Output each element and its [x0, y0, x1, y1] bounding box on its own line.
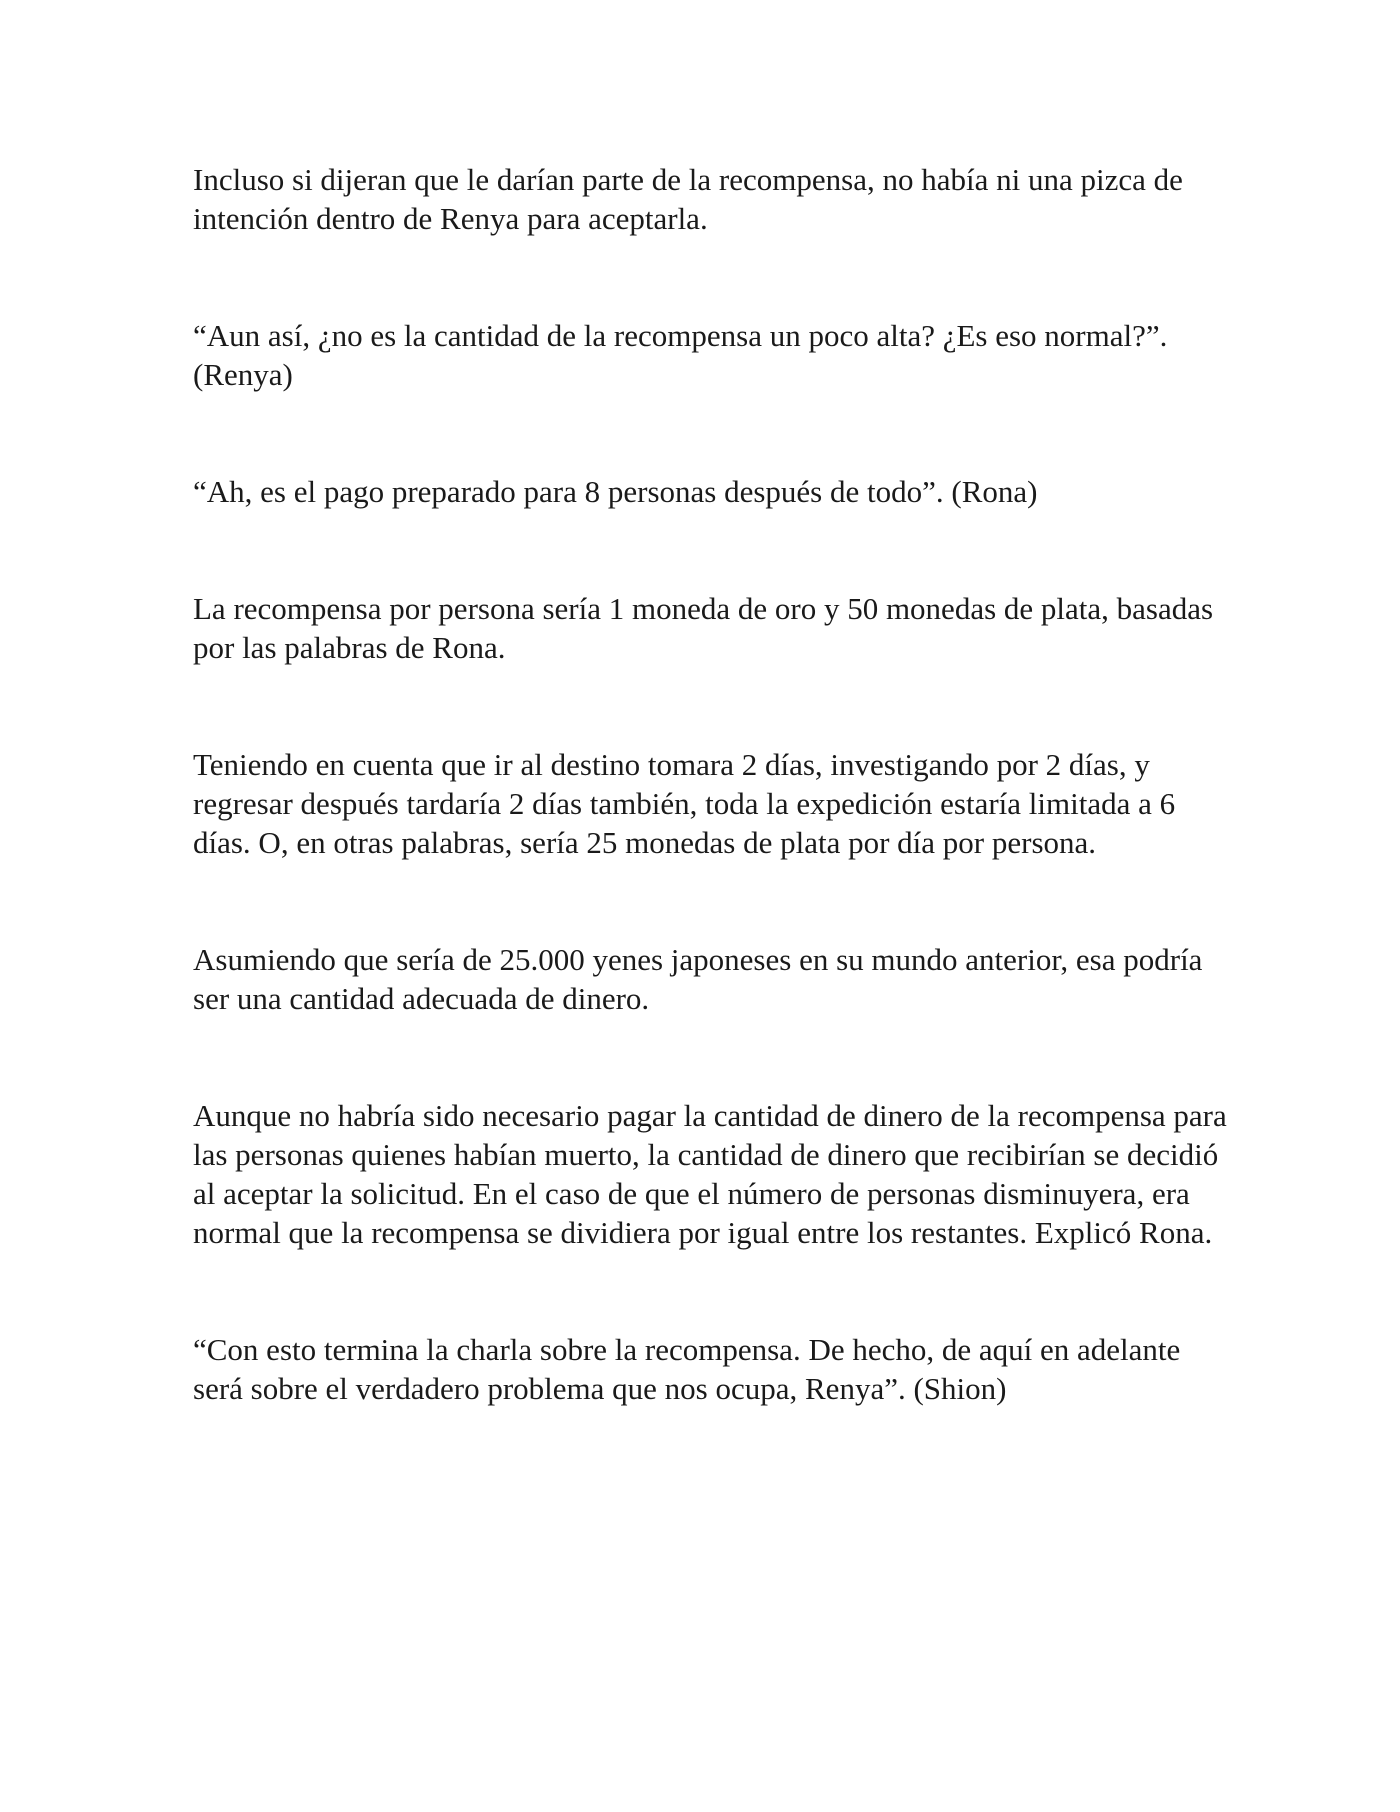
paragraph-reward-per-person: La recompensa por persona sería 1 moneda de oro y 50 monedas de plata, basadas por las palabras de Rona.: [193, 591, 1214, 665]
paragraph-rona-answer: “Ah, es el pago preparado para 8 personas después de todo”. (Rona): [193, 474, 1038, 509]
paragraph-renya-question: “Aun así, ¿no es la cantidad de la recompensa un poco alta? ¿Es eso normal?”. (Renya): [193, 318, 1168, 392]
paragraph-shion-remark: “Con esto termina la charla sobre la recompensa. De hecho, de aquí en adelante será sobre el verdadero problema que nos ocupa, Renya”. (Shion): [193, 1332, 1181, 1406]
paragraph-reward-refusal: Incluso si dijeran que le darían parte de la recompensa, no había ni una pizca de intención dentro de Renya para aceptarla.: [193, 162, 1183, 236]
paragraph-reward-division: Aunque no habría sido necesario pagar la cantidad de dinero de la recompensa para las personas quienes habían muerto, la cantidad de dinero que recibirían se decidió al aceptar la solicitud. En el caso de que el número de personas disminuyera, era normal que la recompensa se dividiera por igual entre los restantes. Explicó Rona.: [193, 1098, 1227, 1250]
paragraph-expedition-days: Teniendo en cuenta que ir al destino tomara 2 días, investigando por 2 días, y regresar después tardaría 2 días también, toda la expedición estaría limitada a 6 días. O, en otras palabras, sería 25 monedas de plata por día por persona.: [193, 747, 1176, 860]
paragraph-yen-comparison: Asumiendo que sería de 25.000 yenes japoneses en su mundo anterior, esa podría ser una cantidad adecuada de dinero.: [193, 942, 1203, 1016]
text-body: [193, 160, 1233, 1408]
